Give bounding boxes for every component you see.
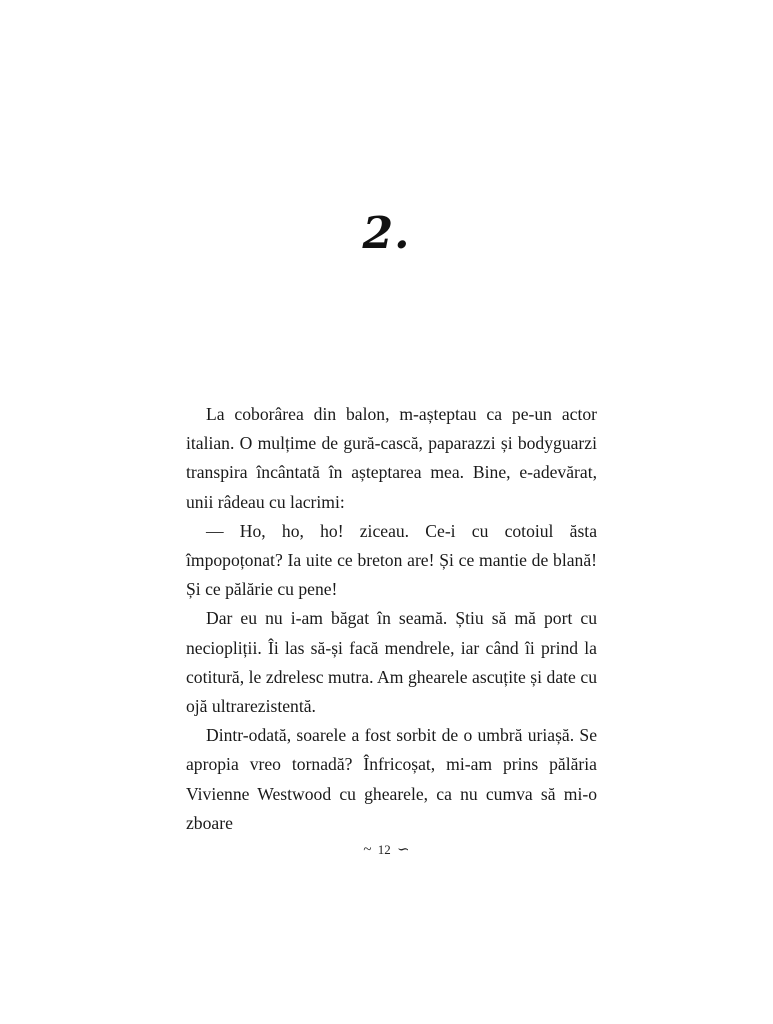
left-ornament: ~ [363, 842, 372, 858]
paragraph-1: La coborârea din balon, m-așteptau ca pe-un actor italian. O mulțime de gură-cască, paparazzi și bodyguarzi transpira încântată în așteptarea mea. Bine, e-adevărat, unii râdeau cu lacrimi: [186, 404, 597, 512]
page-number: 12 [377, 842, 391, 857]
paragraph-2: — Ho, ho, ho! ziceau. Ce-i cu cotoiul ăsta împopoțonat? Ia uite ce breton are! Și ce mantie de blană! Și ce pălărie cu pene! [186, 520, 597, 600]
chapter-number: 2. [362, 208, 411, 259]
page-footer [0, 840, 773, 860]
body-text [186, 400, 597, 838]
paragraph-4: Dintr-odată, soarele a fost sorbit de o umbră uriașă. Se apropia vreo tornadă? Înfricoșat, mi-am prins pălăria Vivienne Westwood cu ghearele, ca nu cumva să mi-o zboare [186, 725, 597, 833]
paragraph-3: Dar eu nu i-am băgat în seamă. Știu să mă port cu neciopliții. Îi las să-și facă mendrele, iar când îi prind la cotitură, le zdrelesc mutra. Am ghearele ascuțite și date cu ojă ultrarezistentă. [186, 608, 597, 717]
right-ornament: ∽ [397, 842, 410, 858]
